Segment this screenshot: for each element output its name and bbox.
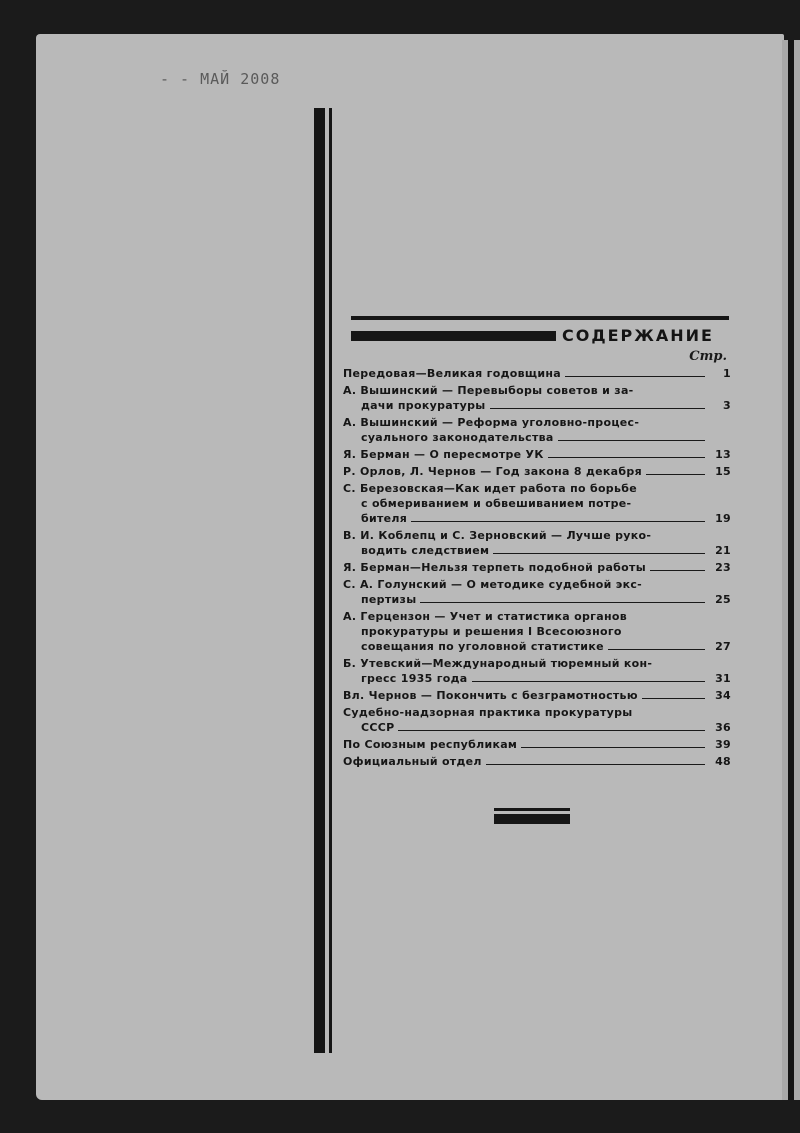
contents-entry-text: С. Березовская—Как идет работа по борьбе bbox=[343, 482, 637, 495]
contents-entry-page: 27 bbox=[715, 640, 731, 653]
binding-shadow bbox=[788, 40, 794, 1100]
leader-rule bbox=[490, 408, 705, 409]
contents-entry-text: СССР bbox=[361, 721, 395, 734]
leader-rule bbox=[558, 440, 705, 441]
contents-entry-page: 34 bbox=[715, 689, 731, 702]
contents-entry bbox=[343, 560, 731, 575]
contents-title: СОДЕРЖАНИЕ bbox=[562, 326, 714, 345]
contents-entry-line bbox=[343, 447, 731, 462]
contents-entry-text: Б. Утевский—Международный тюремный кон- bbox=[343, 657, 653, 670]
contents-entry-line bbox=[343, 430, 731, 445]
leader-rule bbox=[486, 764, 705, 765]
contents-entry-page: 39 bbox=[715, 738, 731, 751]
contents-entry-line bbox=[343, 656, 731, 671]
contents-entry-text: Судебно-надзорная практика прокуратуры bbox=[343, 706, 633, 719]
contents-entry bbox=[343, 656, 731, 686]
contents-entry-text: Я. Берман—Нельзя терпеть подобной работы bbox=[343, 561, 646, 574]
contents-entry-page: 15 bbox=[715, 465, 731, 478]
contents-entry bbox=[343, 447, 731, 462]
contents-entry-text: пертизы bbox=[361, 593, 417, 606]
contents-entry-line bbox=[343, 481, 731, 496]
contents-entry bbox=[343, 688, 731, 703]
decorative-vertical-bar-thick bbox=[314, 108, 325, 1053]
contents-entry-line bbox=[343, 705, 731, 720]
contents-header-bar bbox=[351, 331, 556, 341]
leader-rule bbox=[521, 747, 705, 748]
contents-entry-line bbox=[343, 754, 731, 769]
leader-rule bbox=[472, 681, 705, 682]
contents-entry-line bbox=[343, 415, 731, 430]
contents-entry-line bbox=[343, 543, 731, 558]
contents-entry bbox=[343, 464, 731, 479]
leader-rule bbox=[420, 602, 705, 603]
contents-entry-text: По Союзным республикам bbox=[343, 738, 518, 751]
contents-entry-text: гресс 1935 года bbox=[361, 672, 468, 685]
contents-entry-page: 31 bbox=[715, 672, 731, 685]
contents-entry-text: суального законодательства bbox=[361, 431, 554, 444]
leader-rule bbox=[608, 649, 705, 650]
leader-rule bbox=[565, 376, 705, 377]
contents-entry-text: Вл. Чернов — Покончить с безграмотностью bbox=[343, 689, 638, 702]
contents-entry bbox=[343, 481, 731, 526]
contents-entry-line bbox=[343, 383, 731, 398]
ornament-thick-rule bbox=[494, 814, 570, 824]
contents-entry-line bbox=[343, 398, 731, 413]
contents-entry-text: бителя bbox=[361, 512, 408, 525]
contents-entry-line bbox=[343, 366, 731, 381]
contents-entry-page: 36 bbox=[715, 721, 731, 734]
contents-entry-line bbox=[343, 639, 731, 654]
contents-entry bbox=[343, 383, 731, 413]
contents-entry-text: совещания по уголовной статистике bbox=[361, 640, 604, 653]
contents-entries bbox=[343, 366, 731, 769]
contents-entry bbox=[343, 528, 731, 558]
contents-entry-page: 3 bbox=[723, 399, 731, 412]
contents-entry-line bbox=[343, 624, 731, 639]
contents-entry-page: 1 bbox=[723, 367, 731, 380]
contents-entry-text: В. И. Коблепц и С. Зерновский — Лучше руко- bbox=[343, 529, 652, 542]
contents-entry-line bbox=[343, 464, 731, 479]
leader-rule bbox=[411, 521, 705, 522]
contents-entry-text: Передовая—Великая годовщина bbox=[343, 367, 561, 380]
contents-entry-text: А. Герцензон — Учет и статистика органов bbox=[343, 610, 627, 623]
contents-entry-line bbox=[343, 560, 731, 575]
contents-entry-line bbox=[343, 592, 731, 607]
contents-entry bbox=[343, 737, 731, 752]
ornament-thin-rule bbox=[494, 808, 570, 811]
contents-entry-line bbox=[343, 737, 731, 752]
contents-header bbox=[343, 326, 731, 345]
contents-entry-line bbox=[343, 609, 731, 624]
contents-entry bbox=[343, 366, 731, 381]
contents-entry-text: Официальный отдел bbox=[343, 755, 482, 768]
leader-rule bbox=[646, 474, 705, 475]
leader-rule bbox=[493, 553, 705, 554]
contents-entry-line bbox=[343, 671, 731, 686]
contents-entry-page: 23 bbox=[715, 561, 731, 574]
contents-entry-line bbox=[343, 720, 731, 735]
next-page-edge bbox=[782, 40, 800, 1100]
contents-entry-page: 13 bbox=[715, 448, 731, 461]
library-date-stamp: - - МАЙ 2008 bbox=[160, 70, 281, 88]
leader-rule bbox=[642, 698, 705, 699]
contents-entry-line bbox=[343, 496, 731, 511]
contents-entry-page: 21 bbox=[715, 544, 731, 557]
contents-entry bbox=[343, 754, 731, 769]
contents-entry-line bbox=[343, 528, 731, 543]
contents-entry-text: А. Вышинский — Перевыборы советов и за- bbox=[343, 384, 634, 397]
leader-rule bbox=[398, 730, 705, 731]
contents-entry-text: А. Вышинский — Реформа уголовно-процес- bbox=[343, 416, 640, 429]
contents-entry-line bbox=[343, 577, 731, 592]
contents-entry-page: 19 bbox=[715, 512, 731, 525]
contents-entry-text: Я. Берман — О пересмотре УК bbox=[343, 448, 544, 461]
contents-entry-text: с обмериванием и обвешиванием потре- bbox=[361, 497, 632, 510]
contents-entry bbox=[343, 415, 731, 445]
contents-entry-line bbox=[343, 688, 731, 703]
contents-entry bbox=[343, 577, 731, 607]
contents-entry-page: 48 bbox=[715, 755, 731, 768]
contents-entry bbox=[343, 609, 731, 654]
contents-top-rule bbox=[351, 316, 729, 320]
contents-entry bbox=[343, 705, 731, 735]
decorative-vertical-bar-thin bbox=[329, 108, 332, 1053]
leader-rule bbox=[548, 457, 705, 458]
table-of-contents bbox=[343, 316, 731, 771]
closing-ornament bbox=[494, 808, 570, 824]
page-column-label: Стр. bbox=[689, 349, 727, 364]
contents-entry-line bbox=[343, 511, 731, 526]
contents-entry-text: водить следствием bbox=[361, 544, 490, 557]
contents-entry-text: С. А. Голунский — О методике судебной экс- bbox=[343, 578, 643, 591]
contents-entry-text: Р. Орлов, Л. Чернов — Год закона 8 декабря bbox=[343, 465, 642, 478]
contents-entry-text: прокуратуры и решения I Всесоюзного bbox=[361, 625, 622, 638]
contents-entry-text: дачи прокуратуры bbox=[361, 399, 486, 412]
leader-rule bbox=[650, 570, 705, 571]
contents-entry-page: 25 bbox=[715, 593, 731, 606]
